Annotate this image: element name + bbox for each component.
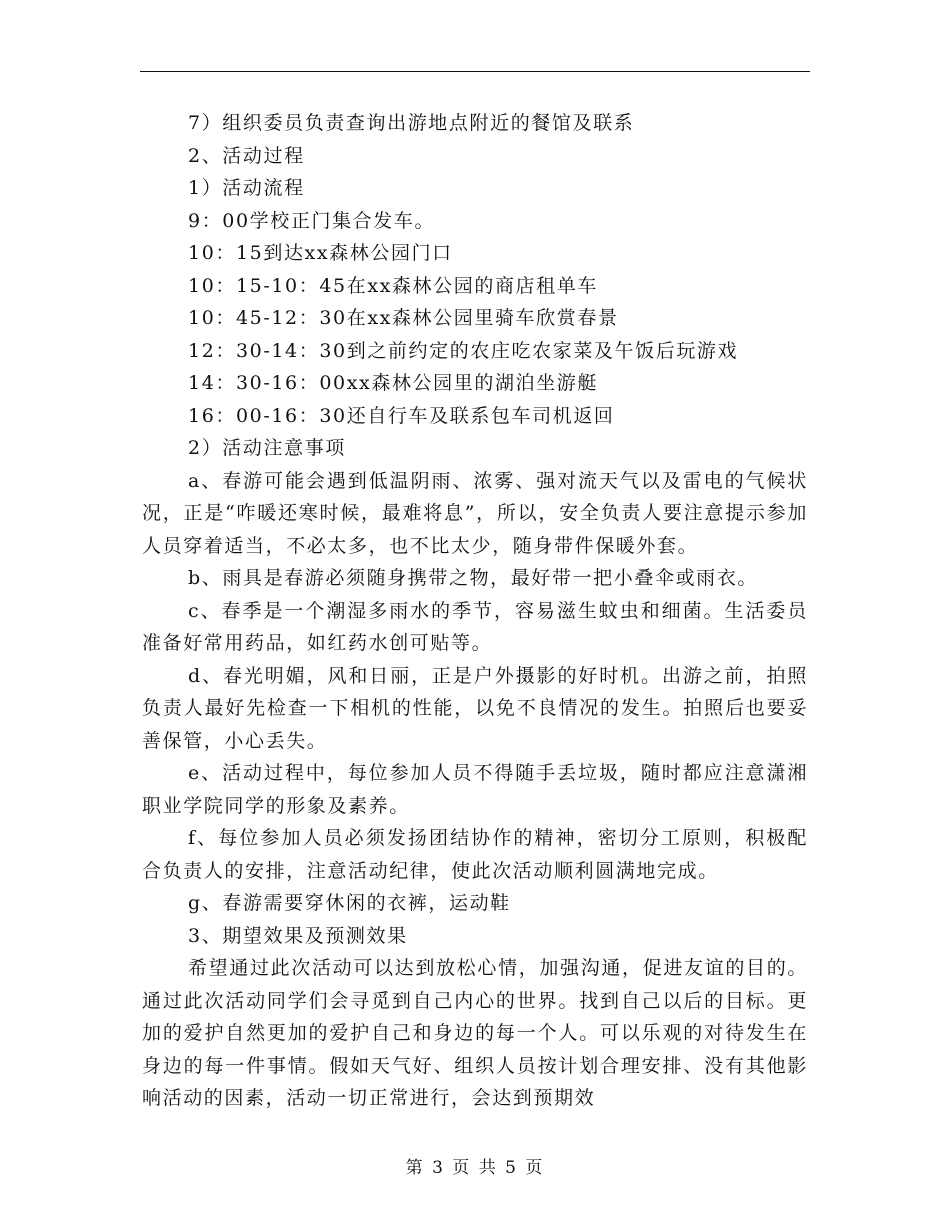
- schedule-item: 14：30-16：00xx森林公园里的湖泊坐游艇: [188, 372, 598, 394]
- notice-paragraph: c、春季是一个潮湿多雨水的季节，容易滋生蚊虫和细菌。生活委员准备好常用药品，如红药水创可贴等。: [142, 599, 808, 654]
- schedule-item: 10：45-12：30在xx森林公园里骑车欣赏春景: [188, 307, 619, 329]
- section-heading: 3、期望效果及预测效果: [188, 924, 408, 947]
- schedule-item: 16：00-16：30还自行车及联系包车司机返回: [188, 404, 615, 427]
- page-number-footer: 第 3 页 共 5 页: [405, 1158, 545, 1178]
- header-rule: [140, 71, 810, 72]
- subsection-heading: 2）活动注意事项: [188, 437, 346, 459]
- document-body: [142, 107, 808, 1115]
- section-heading: 2、活动过程: [188, 144, 305, 167]
- closing-paragraph: 希望通过此次活动可以达到放松心情，加强沟通，促进友谊的目的。通过此次活动同学们会寻觅到自己内心的世界。找到自己以后的目标。更加的爱护自然更加的爱护自己和身边的每一个人。可以乐观的对待发生在身边的每一件事情。假如天气好、组织人员按计划合理安排、没有其他影响活动的因素，活动一切正常进行，会达到预期效: [142, 957, 808, 1109]
- notice-paragraph: g、春游需要穿休闲的衣裤，运动鞋: [188, 892, 511, 914]
- notice-paragraph: a、春游可能会遇到低温阴雨、浓雾、强对流天气以及雷电的气候状况，正是“咋暖还寒时候，最难将息”，所以，安全负责人要注意提示参加人员穿着适当，不必太多，也不比太少，随身带件保暖外套。: [142, 469, 808, 557]
- schedule-item: 9：00学校正门集合发车。: [188, 209, 436, 232]
- schedule-item: 12：30-14：30到之前约定的农庄吃农家菜及午饭后玩游戏: [188, 339, 739, 362]
- schedule-item: 10：15到达xx森林公园门口: [188, 242, 453, 264]
- notice-paragraph: b、雨具是春游必须随身携带之物，最好带一把小叠伞或雨衣。: [188, 567, 758, 589]
- schedule-item: 10：15-10：45在xx森林公园的商店租单车: [188, 274, 598, 297]
- subsection-heading: 1）活动流程: [188, 177, 305, 199]
- text-line: 7）组织委员负责查询出游地点附近的餐馆及联系: [188, 112, 635, 134]
- notice-paragraph: e、活动过程中，每位参加人员不得随手丢垃圾，随时都应注意潇湘职业学院同学的形象及素养。: [142, 762, 808, 817]
- notice-paragraph: d、春光明媚，风和日丽，正是户外摄影的好时机。出游之前，拍照负责人最好先检查一下相机的性能，以免不良情况的发生。拍照后也要妥善保管，小心丢失。: [142, 664, 808, 752]
- notice-paragraph: f、每位参加人员必须发扬团结协作的精神，密切分工原则，积极配合负责人的安排，注意活动纪律，使此次活动顺利圆满地完成。: [142, 827, 808, 882]
